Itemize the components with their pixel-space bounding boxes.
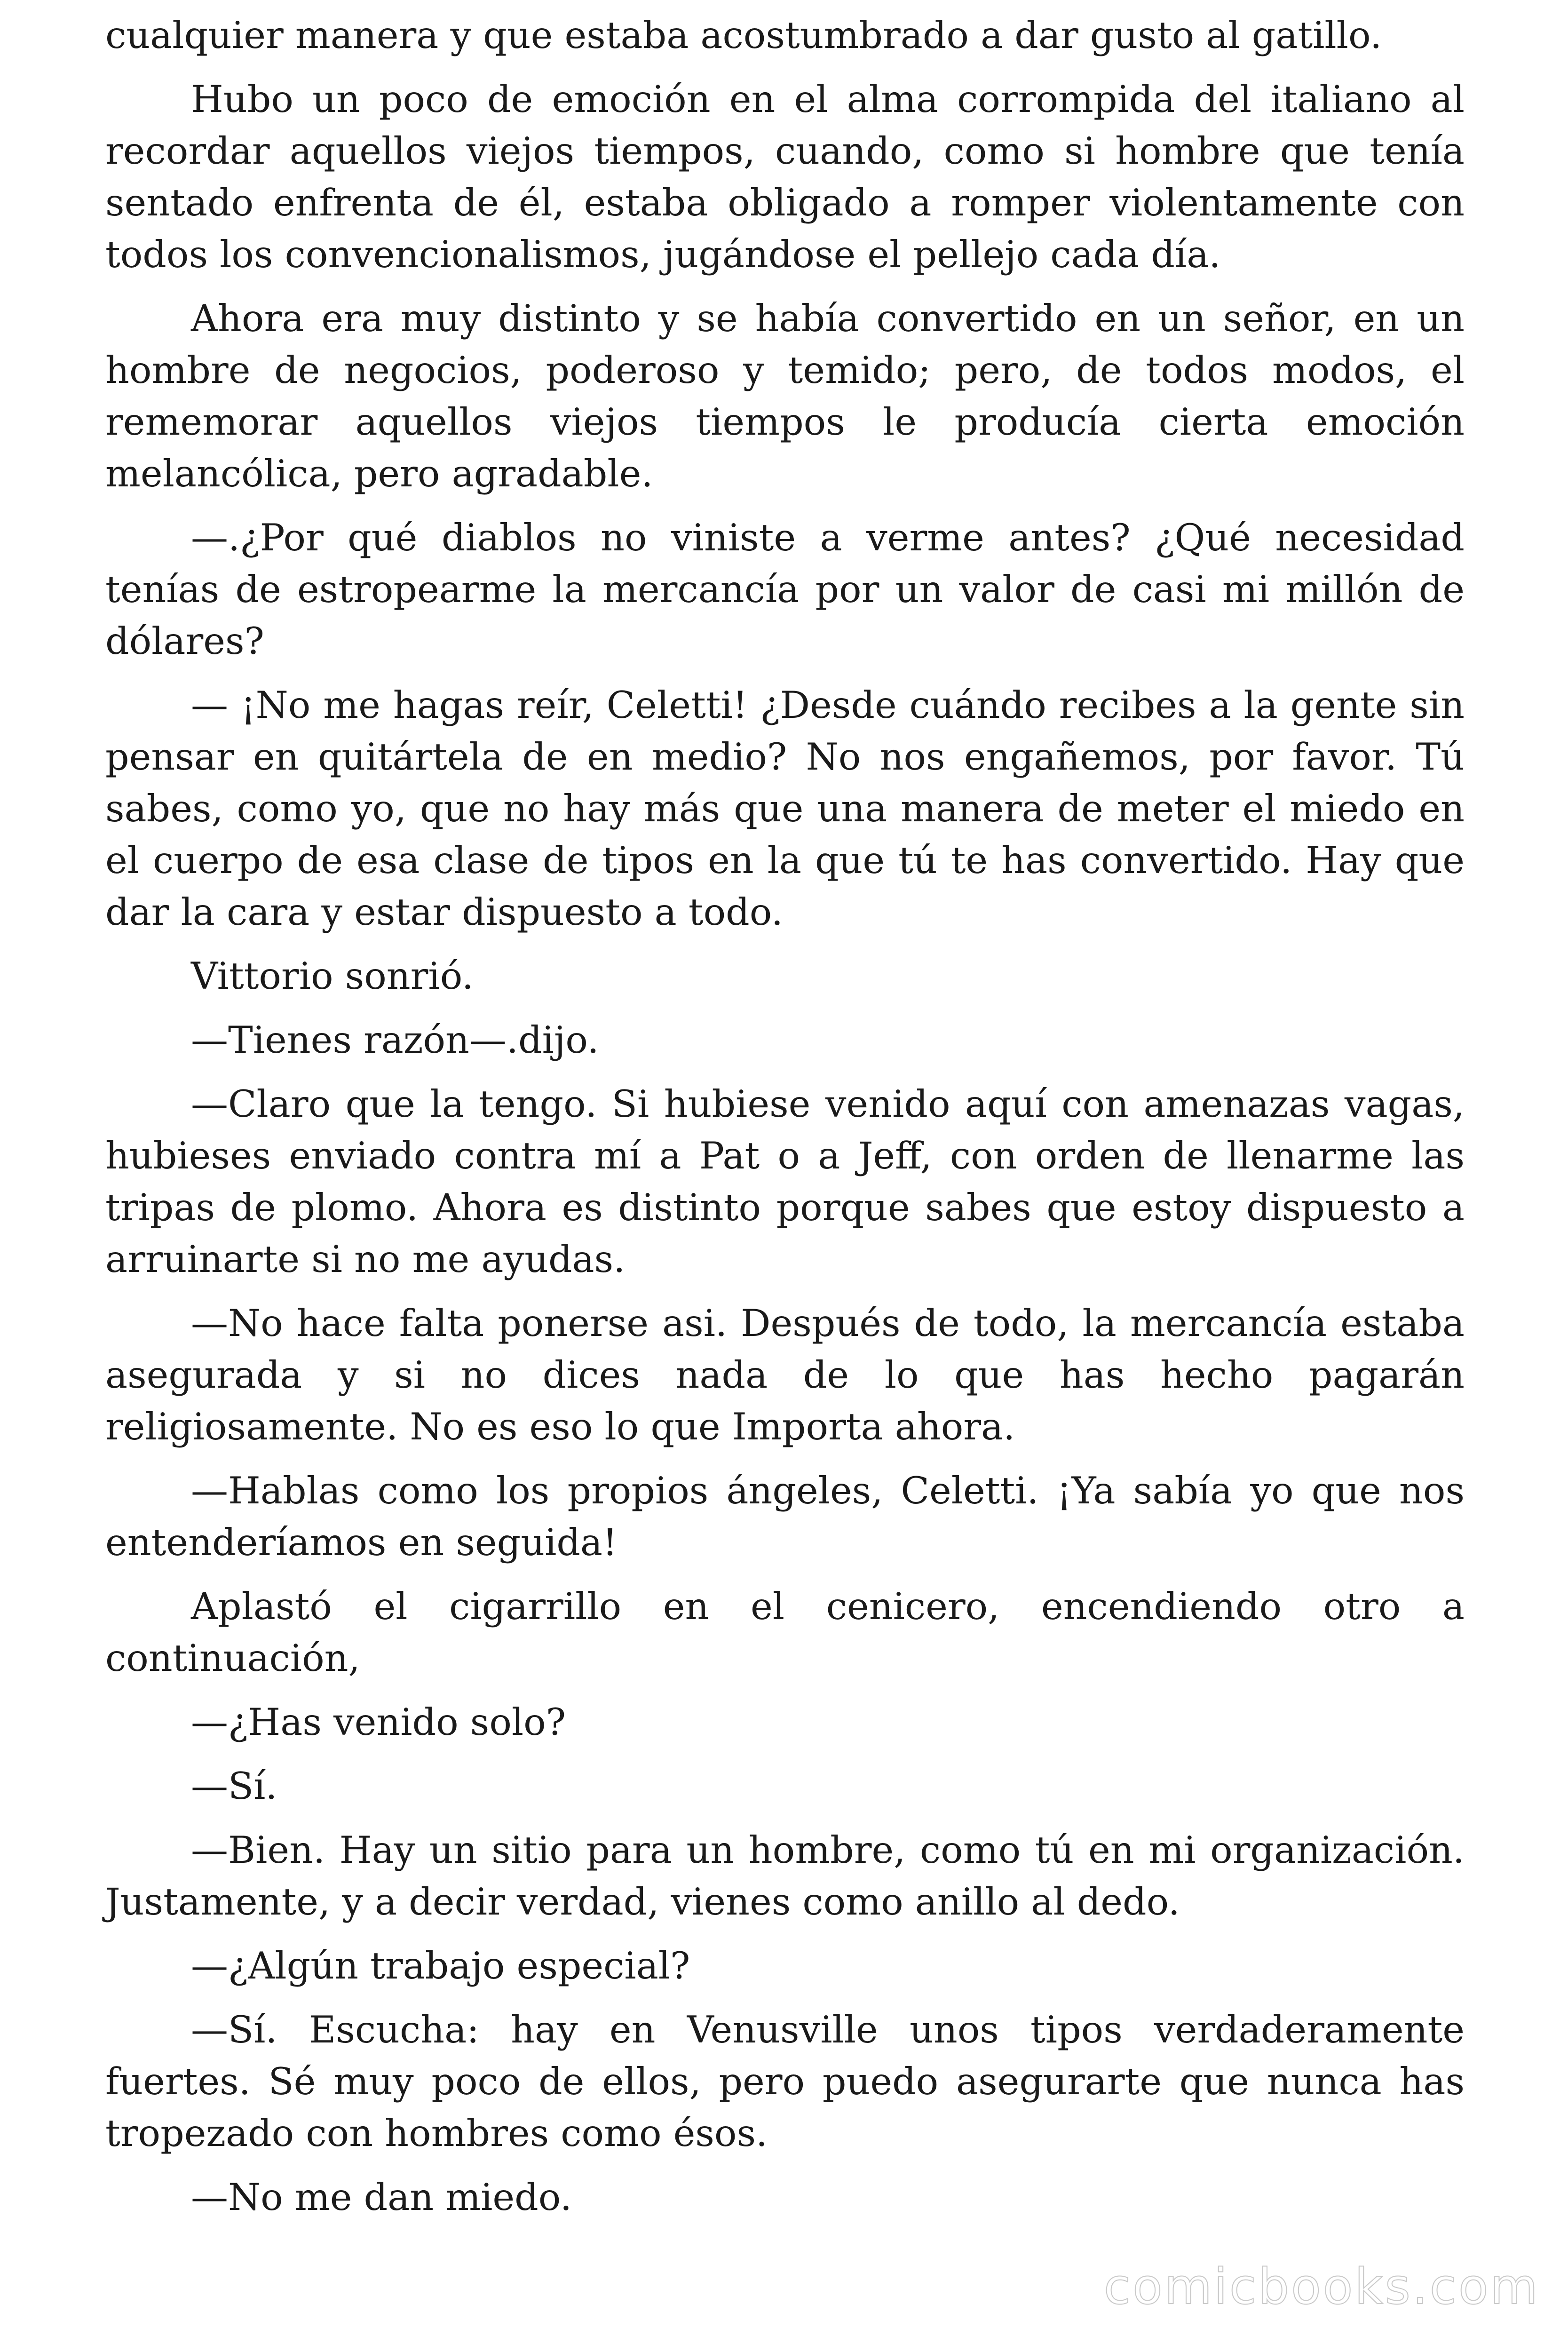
paragraph: Vittorio sonrió. [191, 954, 474, 998]
paragraph: Hubo un poco de emoción en el alma corrompida del italiano al recordar aquellos viejos tiempos, cuando, como si hombre que tenía sentado enfrenta de él, estaba obligado a romper violentamente con todos los convencionalismos, jugándose el pellejo cada día. [105, 78, 1465, 276]
watermark: comicbooks.com [1103, 2258, 1540, 2315]
paragraph-dialogue: —¿Has venido solo? [191, 1700, 566, 1744]
paragraph: Ahora era muy distinto y se había convertido en un señor, en un hombre de negocios, poderoso y temido; pero, de todos modos, el rememorar aquellos viejos tiempos le producía cierta emoción melancólica, pero agradable. [105, 297, 1465, 495]
paragraph-dialogue: —No me dan miedo. [191, 2176, 572, 2219]
paragraph-dialogue: —No hace falta ponerse asi. Después de todo, la mercancía estaba asegurada y si no dices nada de lo que has hecho pagarán religiosamente. No es eso lo que Importa ahora. [105, 1302, 1465, 1448]
paragraph-dialogue: —¿Algún trabajo especial? [191, 1944, 690, 1987]
body-text [105, 9, 1465, 2235]
paragraph-dialogue: —Sí. Escucha: hay en Venusville unos tipos verdaderamente fuertes. Sé muy poco de ellos, pero puedo asegurarte que nunca has tropezado con hombres como ésos. [105, 2008, 1465, 2155]
paragraph-continuation: cualquier manera y que estaba acostumbrado a dar gusto al gatillo. [105, 14, 1382, 57]
paragraph: Aplastó el cigarrillo en el cenicero, encendiendo otro a continuación, [105, 1585, 1465, 1680]
paragraph-dialogue: —Bien. Hay un sitio para un hombre, como tú en mi organización. Justamente, y a decir verdad, vienes como anillo al dedo. [105, 1828, 1465, 1923]
paragraph-dialogue: —Claro que la tengo. Si hubiese venido aquí con amenazas vagas, hubieses enviado contra mí a Pat o a Jeff, con orden de llenarme las tripas de plomo. Ahora es distinto porque sabes que estoy dispuesto a arruinarte si no me ayudas. [105, 1082, 1465, 1281]
paragraph-dialogue: —Sí. [191, 1764, 277, 1808]
paragraph-dialogue: —Hablas como los propios ángeles, Celetti. ¡Ya sabía yo que nos entenderíamos en seguida! [105, 1469, 1465, 1564]
paragraph-dialogue: —.¿Por qué diablos no viniste a verme antes? ¿Qué necesidad tenías de estropearme la mercancía por un valor de casi mi millón de dólares? [105, 516, 1465, 663]
paragraph-dialogue: — ¡No me hagas reír, Celetti! ¿Desde cuándo recibes a la gente sin pensar en quitártela de en medio? No nos engañemos, por favor. Tú sabes, como yo, que no hay más que una manera de meter el miedo en el cuerpo de esa clase de tipos en la que tú te has convertido. Hay que dar la cara y estar dispuesto a todo. [105, 683, 1465, 934]
paragraph-dialogue: —Tienes razón—.dijo. [191, 1018, 599, 1062]
